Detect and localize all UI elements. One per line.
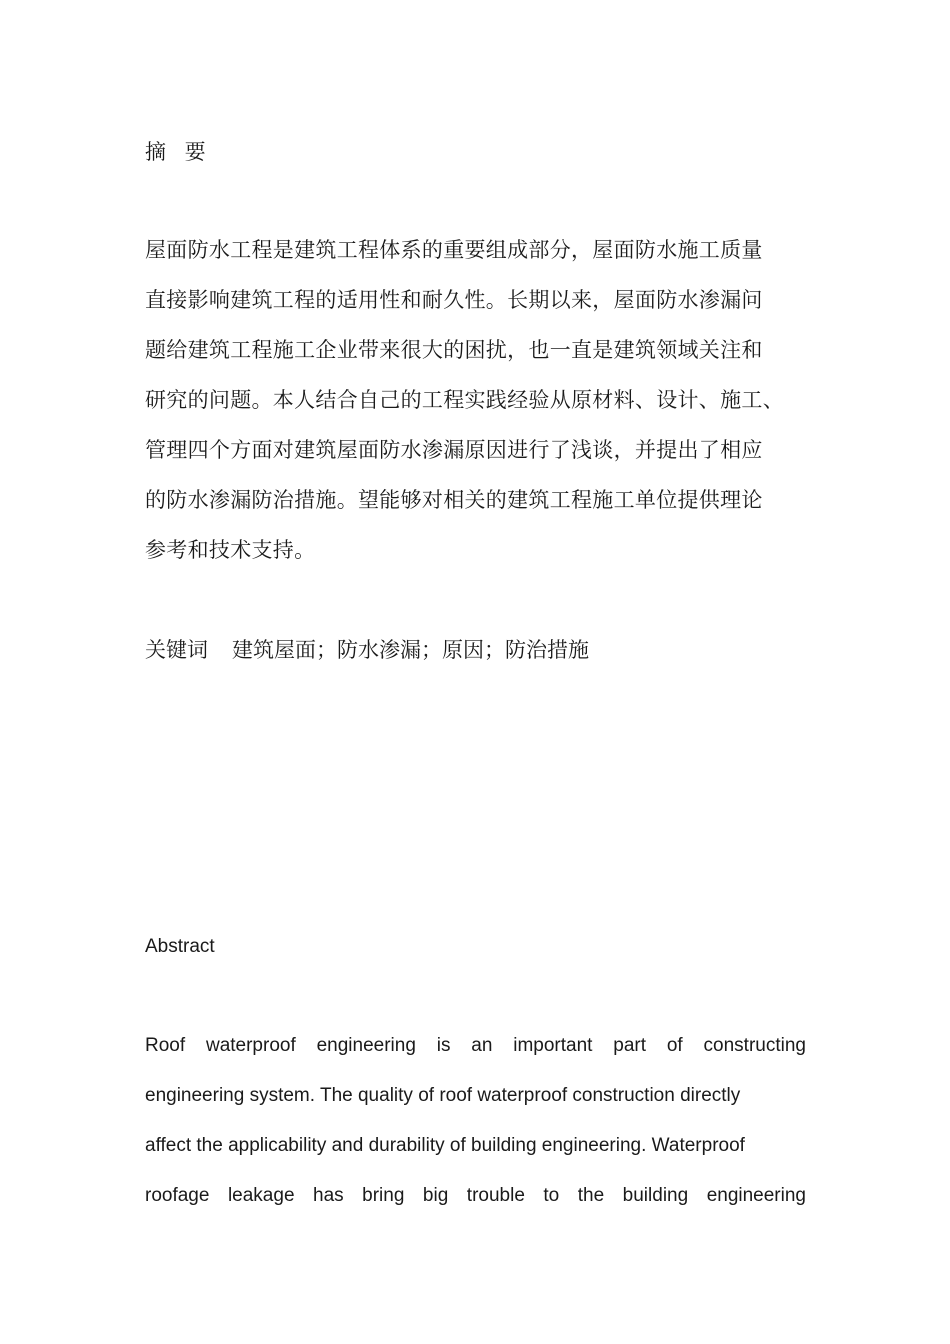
chinese-abstract-line: 屋面防水工程是建筑工程体系的重要组成部分，屋面防水施工质量 [145,238,763,262]
chinese-abstract-line: 直接影响建筑工程的适用性和耐久性。长期以来，屋面防水渗漏问 [145,288,763,312]
english-abstract-body [145,1030,806,1230]
chinese-abstract-heading: 摘 要 [145,140,212,164]
chinese-keywords [145,632,589,668]
keywords-label: 关键词 [145,638,208,662]
keywords-value: 建筑屋面；防水渗漏；原因；防治措施 [232,638,589,662]
chinese-abstract-line: 题给建筑工程施工企业带来很大的困扰，也一直是建筑领域关注和 [145,338,763,362]
chinese-abstract-line: 的防水渗漏防治措施。望能够对相关的建筑工程施工单位提供理论 [145,488,763,512]
english-abstract-line: engineering system. The quality of roof waterproof construction directly [145,1085,741,1106]
chinese-abstract-line: 研究的问题。本人结合自己的工程实践经验从原材料、设计、施工、 [145,388,784,412]
chinese-abstract-body [145,232,807,582]
english-abstract-line: roofage leakage has bring big trouble to the building engineering [145,1185,806,1206]
chinese-abstract-line: 参考和技术支持。 [145,538,316,562]
english-abstract-line: affect the applicability and durability of building engineering. Waterproof [145,1135,745,1156]
chinese-abstract-line: 管理四个方面对建筑屋面防水渗漏原因进行了浅谈，并提出了相应 [145,438,763,462]
english-abstract-heading: Abstract [145,936,215,957]
english-abstract-line: Roof waterproof engineering is an important part of constructing [145,1035,806,1056]
